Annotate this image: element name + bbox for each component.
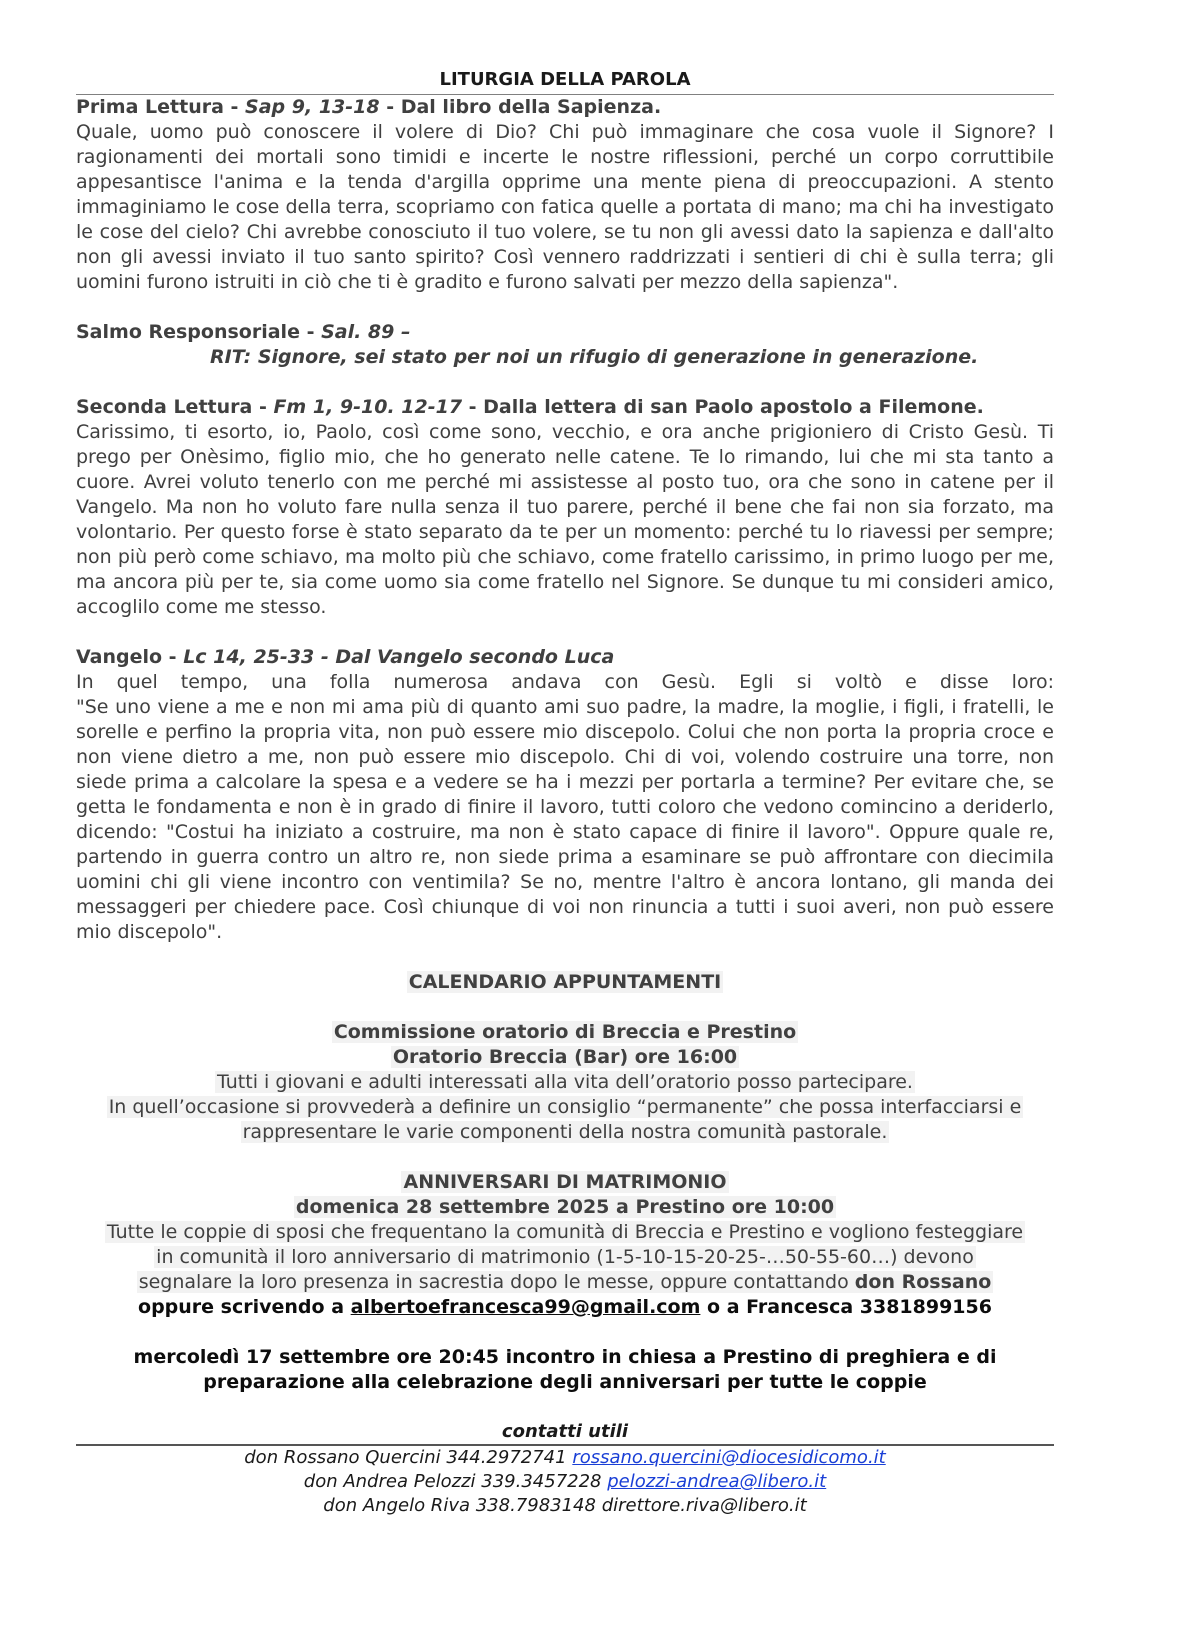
anniversaries-email-link[interactable]: albertoefrancesca99@gmail.com xyxy=(350,1296,701,1318)
contact-email-link[interactable]: pelozzi-andrea@libero.it xyxy=(607,1471,827,1492)
gospel-text: "Se uno viene a me e non mi ama più di quanto ami suo padre, la madre, la moglie, i figli, i fratelli, le sorelle e perfino la propria vita, non può essere mio discepolo. Colui che non porta la propria croce e non viene dietro a me, non può essere mio discepolo. Chi di voi, volendo costruire una torre, non siede prima a calcolare la spesa e a vedere se ha i mezzi per portarla a termine? Per evitare che, se getta le fondamenta e non è in grado di finire il lavoro, tutti coloro che vedono comincino a deriderlo, dicendo: "Costui ha iniziato a costruire, ma non è stato capace di finire il lavoro". Oppure quale re, partendo in guerra contro un altro re, non siede prima a esaminare se può affrontare con diecimila uomini chi gli viene incontro con ventimila? Se no, mentre l'altro è ancora lontano, gli manda dei messaggeri per chiedere pace. Così chiunque di voi non rinuncia a tutti i suoi averi, non può essere mio discepolo". xyxy=(76,696,1054,943)
commission-location-time: Oratorio Breccia (Bar) ore 16:00 xyxy=(392,1046,738,1068)
contact-email: direttore.riva@libero.it xyxy=(601,1495,807,1516)
anniversaries-line-1: Tutte le coppie di sposi che frequentano la comunità di Breccia e Prestino e vogliono festeggiare xyxy=(106,1221,1024,1243)
anniversaries-title: ANNIVERSARI DI MATRIMONIO xyxy=(403,1171,727,1193)
contact-item: don Rossano Quercini 344.2972741 rossano.quercini@diocesidicomo.it xyxy=(244,1447,886,1468)
gospel-heading: Vangelo - Lc 14, 25-33 - Dal Vangelo secondo Luca xyxy=(76,646,615,668)
psalm-refrain: RIT: Signore, sei stato per noi un rifugio di generazione in generazione. xyxy=(210,346,979,368)
contact-don-rossano: don Rossano xyxy=(854,1271,992,1293)
commission-line-2: In quell’occasione si provvederà a definire un consiglio “permanente” che possa interfacciarsi e xyxy=(108,1096,1022,1118)
meeting-line-2: preparazione alla celebrazione degli anniversari per tutte le coppie xyxy=(203,1371,927,1393)
second-reading-heading: Seconda Lettura - Fm 1, 9-10. 12-17 - Dalla lettera di san Paolo apostolo a Filemone. xyxy=(76,396,984,418)
second-reading-text: Carissimo, ti esorto, io, Paolo, così come sono, vecchio, e ora anche prigioniero di Cristo Gesù. Ti prego per Onèsimo, figlio mio, che ho generato nelle catene. Te lo rimando, lui che mi sta tanto a cuore. Avrei voluto tenerlo con me perché mi assistesse al posto tuo, ora che sono in catene per il Vangelo. Ma non ho voluto fare nulla senza il tuo parere, perché il bene che fai non sia forzato, ma volontario. Per questo forse è stato separato da te per un momento: perché tu lo riavessi per sempre; non più però come schiavo, ma molto più che schiavo, come fratello carissimo, in primo luogo per me, ma ancora più per te, sia come uomo sia come fratello nel Signore. Se dunque tu mi consideri amico, accoglilo come me stesso. xyxy=(76,421,1054,618)
calendar-section xyxy=(76,970,1054,1420)
contacts-title: contatti utili xyxy=(501,1421,629,1442)
calendar-title: CALENDARIO APPUNTAMENTI xyxy=(408,971,722,993)
contact-item: don Andrea Pelozzi 339.3457228 pelozzi-andrea@libero.it xyxy=(303,1471,827,1492)
commission-line-1: Tutti i giovani e adulti interessati alla vita dell’oratorio posso partecipare. xyxy=(217,1071,913,1093)
contact-email-link[interactable]: rossano.quercini@diocesidicomo.it xyxy=(572,1447,886,1468)
page-title: LITURGIA DELLA PAROLA xyxy=(439,69,691,90)
meeting-line-1: mercoledì 17 settembre ore 20:45 incontro in chiesa a Prestino di preghiera e di xyxy=(133,1346,997,1368)
psalm-heading: Salmo Responsoriale - Sal. 89 – xyxy=(76,321,411,343)
commission-title: Commissione oratorio di Breccia e Prestino xyxy=(333,1021,797,1043)
anniversaries-date: domenica 28 settembre 2025 a Prestino ore 10:00 xyxy=(295,1196,835,1218)
commission-line-3: rappresentare le varie componenti della nostra comunità pastorale. xyxy=(242,1121,888,1143)
gospel-text-first-line: In quel tempo, una folla numerosa andava con Gesù. Egli si voltò e disse loro: xyxy=(76,671,1054,693)
anniversaries-line-3: segnalare la loro presenza in sacrestia dopo le messe, oppure contattando don Rossano xyxy=(138,1271,992,1293)
anniversaries-line-2: in comunità il loro anniversario di matrimonio (1-5-10-15-20-25-…50-55-60…) devono xyxy=(156,1246,974,1268)
anniversaries-line-4: oppure scrivendo a albertoefrancesca99@gmail.com o a Francesca 3381899156 xyxy=(138,1296,992,1318)
bulletin-page xyxy=(76,66,1054,1518)
first-reading-heading: Prima Lettura - Sap 9, 13-18 - Dal libro della Sapienza. xyxy=(76,96,662,118)
first-reading-text: Quale, uomo può conoscere il volere di Dio? Chi può immaginare che cosa vuole il Signore? I ragionamenti dei mortali sono timidi e incerte le nostre riflessioni, perché un corpo corruttibile appesantisce l'anima e la tenda d'argilla opprime una mente piena di preoccupazioni. A stento immaginiamo le cose della terra, scopriamo con fatica quelle a portata di mano; ma chi ha investigato le cose del cielo? Chi avrebbe conosciuto il tuo volere, se tu non gli avessi dato la sapienza e dall'alto non gli avessi inviato il tuo santo spirito? Così vennero raddrizzati i sentieri di chi è sulla terra; gli uomini furono istruiti in ciò che ti è gradito e furono salvati per mezzo della sapienza". xyxy=(76,121,1054,293)
contact-item: don Angelo Riva 338.7983148 direttore.riva@libero.it xyxy=(323,1495,807,1516)
